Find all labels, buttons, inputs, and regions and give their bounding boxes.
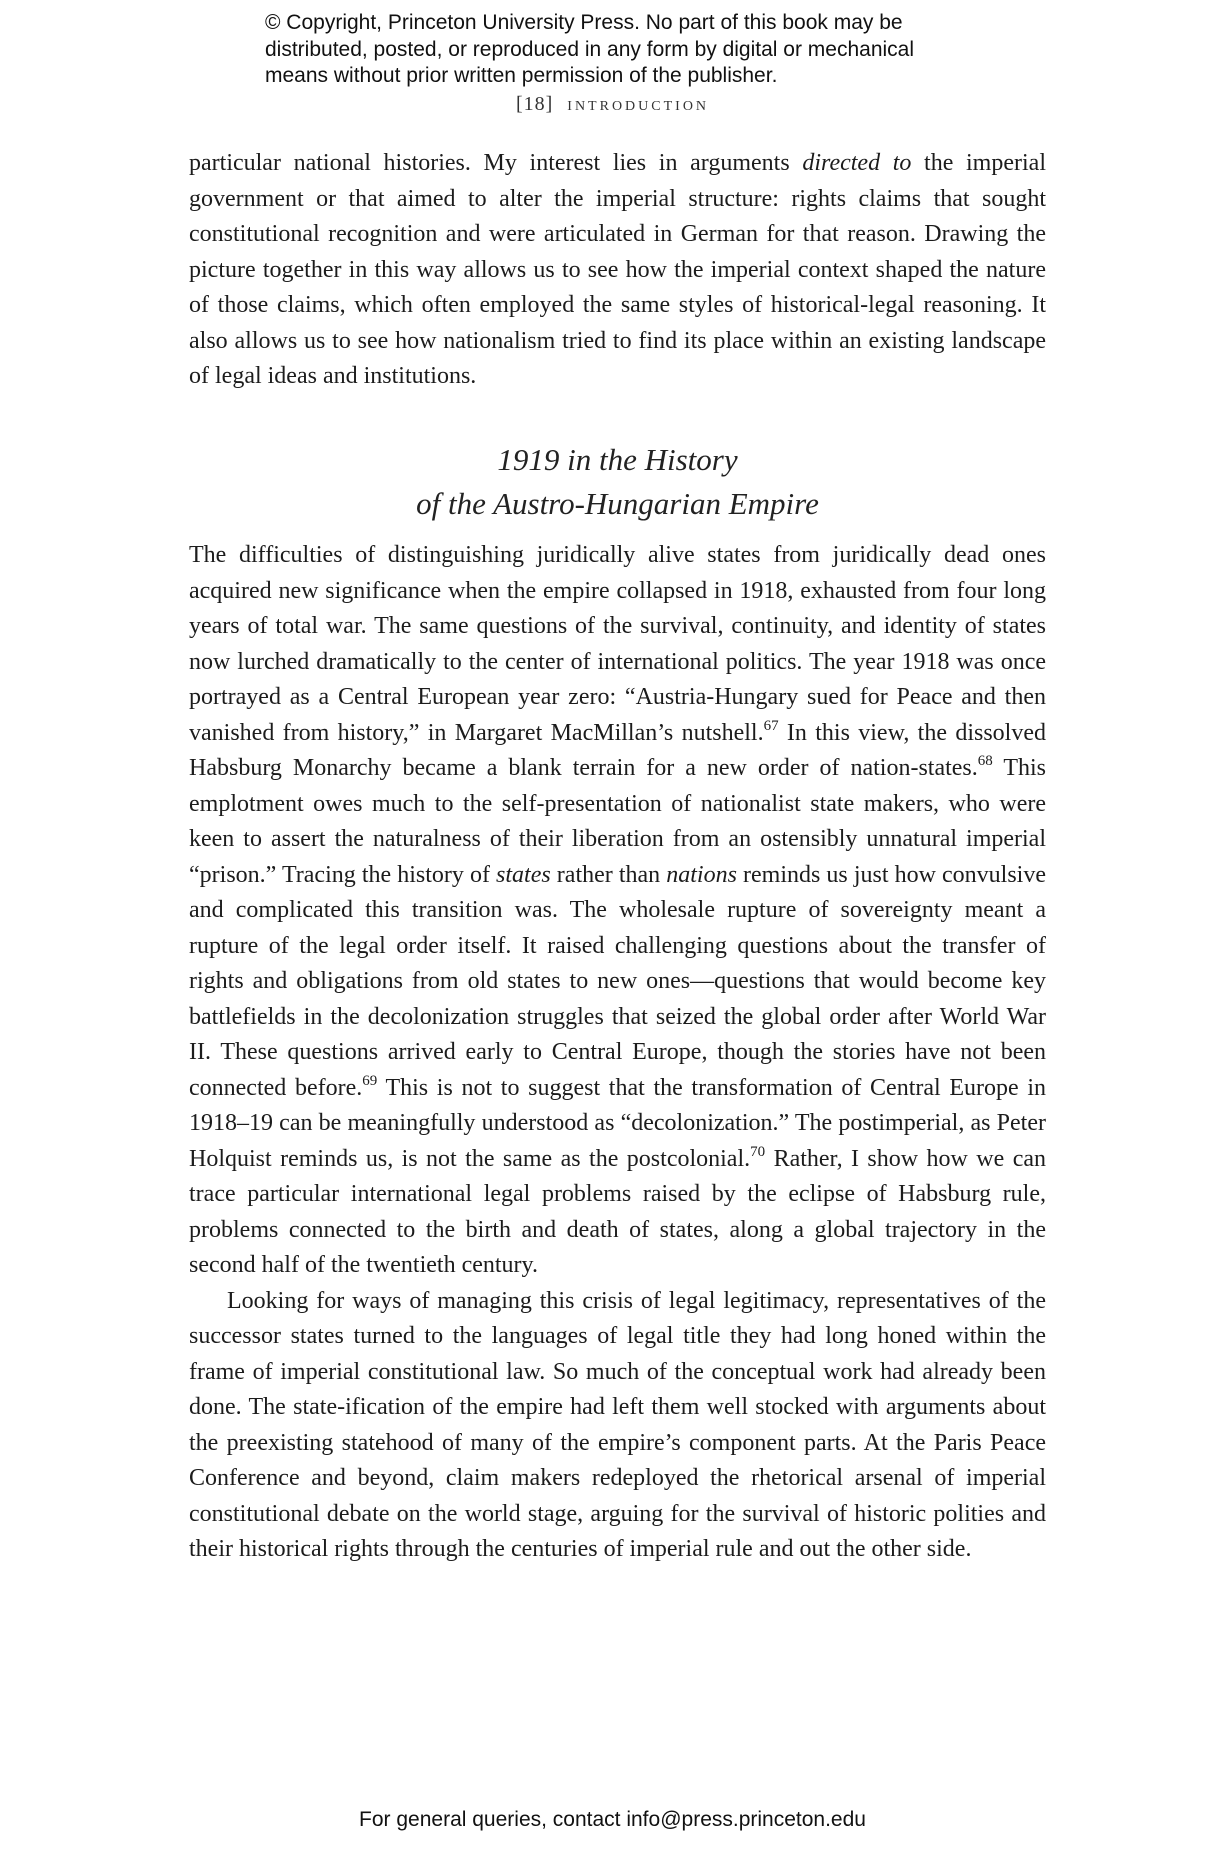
page-number: [18] (515, 93, 554, 115)
copyright-line: distributed, posted, or reproduced in any form by digital or mechanical (265, 37, 915, 61)
footnote-ref[interactable]: 70 (750, 1143, 766, 1160)
paragraph (189, 538, 1046, 1284)
footnote-ref[interactable]: 68 (977, 753, 993, 769)
text-run: particular national histories. My interest lies in arguments (189, 150, 803, 176)
copyright-line: © Copyright, Princeton University Press. No part of this book may be (265, 11, 903, 34)
copyright-line: means without prior written permission of the publisher. (265, 64, 778, 87)
paragraph (189, 146, 1046, 395)
body-text-main (189, 538, 1046, 1568)
section-title: introduction (567, 93, 710, 115)
section-heading (189, 438, 1046, 526)
emphasis: nations (666, 861, 737, 888)
text-run: In this view, the dissolved Habsburg Monarchy became a blank terrain for a new order of nation-states. (189, 719, 1047, 781)
footnote-ref[interactable]: 67 (763, 717, 779, 734)
text-run: This is not to suggest that the transformation of Central Europe in 1918–19 can be meaningfully understood as “decolonization.” The postimperial, as Peter Holquist reminds us, is not the same as the postcolonial. (189, 1074, 1046, 1172)
text-run: the imperial government or that aimed to alter the imperial structure: rights claims that sought constitutional recognition and were articulated in German for that reason. Drawing the picture together in this way allows us to see how the imperial context shaped the nature of those claims, which often employed the same styles of historical-legal reasoning. It also allows us to see how nationalism tried to find its place within an existing landscape of legal ideas and institutions. (189, 150, 1046, 389)
paragraph: Looking for ways of managing this crisis of legal legitimacy, representatives of the successor states turned to the languages of legal title they had long honed within the frame of imperial constitutional law. So much of the conceptual work had already been done. The state-ification of the empire had left them well stocked with arguments about the preexisting statehood of many of the empire’s component parts. At the Paris Peace Conference and beyond, claim makers redeployed the rhetorical arsenal of imperial constitutional debate on the world stage, arguing for the survival of historic polities and their historical rights through the centuries of imperial rule and out the other side. (189, 1287, 1046, 1562)
emphasis: states (496, 861, 551, 888)
running-head (0, 93, 1225, 116)
copyright-notice (265, 10, 1025, 90)
emphasis: directed to (802, 150, 912, 176)
text-run: The difficulties of distinguishing juridically alive states from juridically dead ones acquired new significance when the empire collapsed in 1918, exhausted from four long years of total war. The same questions of the survival, continuity, and identity of states now lurched dramatically to the center of international politics. The year 1918 was once portrayed as a Central European year zero: “Austria-Hungary sued for Peace and then vanished from history,” in Margaret MacMillan’s nutshell. (189, 542, 1046, 746)
text-run: reminds us just how convulsive and complicated this transition was. The wholesale rupture of sovereignty meant a rupture of the legal order itself. It raised challenging questions about the transfer of rights and obligations from old states to new ones—questions that would become key battlefields in the decolonization struggles that seized the global order after World War II. These questions arrived early to Central Europe, though the stories have not been connected before. (189, 861, 1046, 1101)
footer-contact: For general queries, contact info@press.princeton.edu (359, 1808, 866, 1831)
heading-line: of the Austro-Hungarian Empire (416, 486, 819, 521)
body-text-top (189, 146, 1046, 395)
footnote-ref[interactable]: 69 (362, 1072, 378, 1089)
text-run: Rather, I show how we can trace particular international legal problems raised by the eclipse of Habsburg rule, problems connected to the birth and death of states, along a global trajectory in the second half of the twentieth century. (189, 1145, 1047, 1278)
text-run: This emplotment owes much to the self-presentation of nationalist state makers, who were keen to assert the naturalness of their liberation from an ostensibly unnatural imperial “prison.” Tracing the history of (189, 755, 1046, 888)
heading-line: 1919 in the History (497, 442, 738, 477)
text-run: rather than (550, 861, 667, 888)
